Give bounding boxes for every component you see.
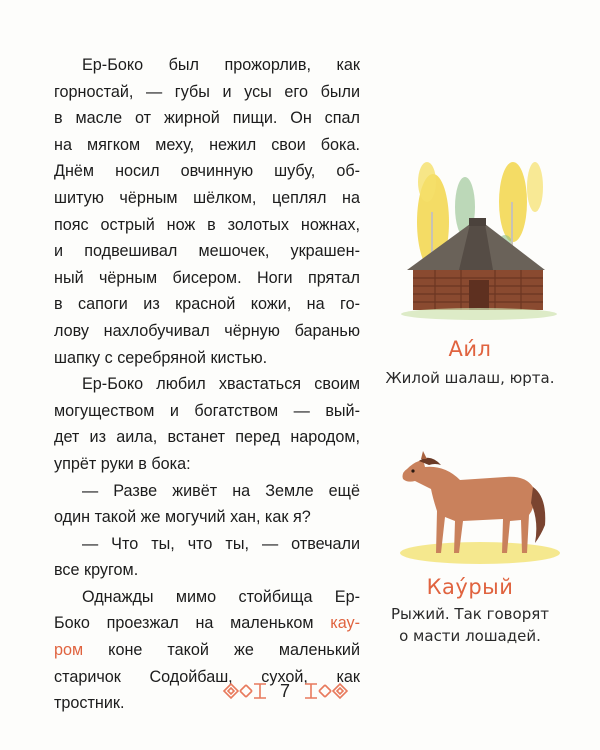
yurt-illustration — [395, 152, 560, 332]
text-line: шапку с серебряной кистью. — [54, 348, 268, 367]
page-number: 7 — [279, 681, 290, 701]
text-line: и подвешивал мешочек, украшен- — [54, 242, 360, 261]
definition-line: Рыжий. Так говорят — [391, 605, 549, 623]
text-line: Днём носил овчинную шубу, об- — [54, 162, 360, 181]
text-line: лову нахлобучивал чёрную баранью — [54, 321, 360, 340]
text-line: — Разве живёт на Земле ещё — [82, 481, 360, 500]
ornament-left — [222, 680, 268, 702]
glossary-word-kaury-end: ром — [54, 641, 84, 660]
text-line — [54, 610, 360, 637]
text-line: пояс острый нож в золотых ножнах, — [54, 215, 360, 234]
text-line: в масле от жирной пищи. Он спал — [54, 109, 360, 128]
definition-line: Жилой шалаш, юрта. — [385, 369, 555, 387]
glossary-word-kaury: кау- — [330, 614, 360, 633]
ornament-right — [303, 680, 349, 702]
text-line: шитую чёрным шёлком, цеплял на — [54, 188, 360, 207]
text-line: дет из аила, встанет перед народом, — [54, 428, 360, 447]
glossary-definition-kaury — [368, 603, 572, 647]
text-line: ный чёрным бисером. Ноги прятал — [54, 268, 360, 287]
text-line: старичок Содойбаш, сухой, как — [54, 667, 360, 686]
text-segment: коне такой же маленький — [83, 641, 360, 660]
paragraph-1 — [54, 52, 360, 371]
paragraph-3 — [54, 478, 360, 531]
horse-illustration — [385, 425, 565, 565]
text-line: на мягком меху, нежил свои бока. — [54, 135, 360, 154]
text-line: один такой же могучий хан, как я? — [54, 508, 311, 527]
text-line — [54, 637, 360, 664]
text-line: тростник. — [54, 694, 125, 713]
definition-line: о масти лошадей. — [399, 627, 541, 645]
glossary-term-kaury: Кау́рый — [426, 575, 514, 599]
text-line: горностай, — губы и усы его были — [54, 82, 360, 101]
text-line: упрёт руки в бока: — [54, 454, 191, 473]
glossary-term-ail: Аи́л — [448, 337, 492, 361]
text-line: все кругом. — [54, 561, 139, 580]
text-line: — Что ты, что ты, — отвечали — [82, 534, 360, 553]
paragraph-4 — [54, 531, 360, 584]
paragraph-2 — [54, 371, 360, 477]
text-line: в сапоги из красной кожи, на го- — [54, 295, 360, 314]
glossary-definition-ail — [368, 367, 572, 389]
text-line: Ер-Боко был прожорлив, как — [82, 56, 360, 74]
text-line: Ер-Боко любил хвастаться своим — [82, 375, 360, 394]
text-segment: Боко проезжал на маленьком — [54, 614, 331, 633]
main-text — [54, 52, 360, 717]
text-line: Однажды мимо стойбища Ер- — [82, 587, 360, 606]
text-line: могуществом и богатством — вый- — [54, 401, 360, 420]
